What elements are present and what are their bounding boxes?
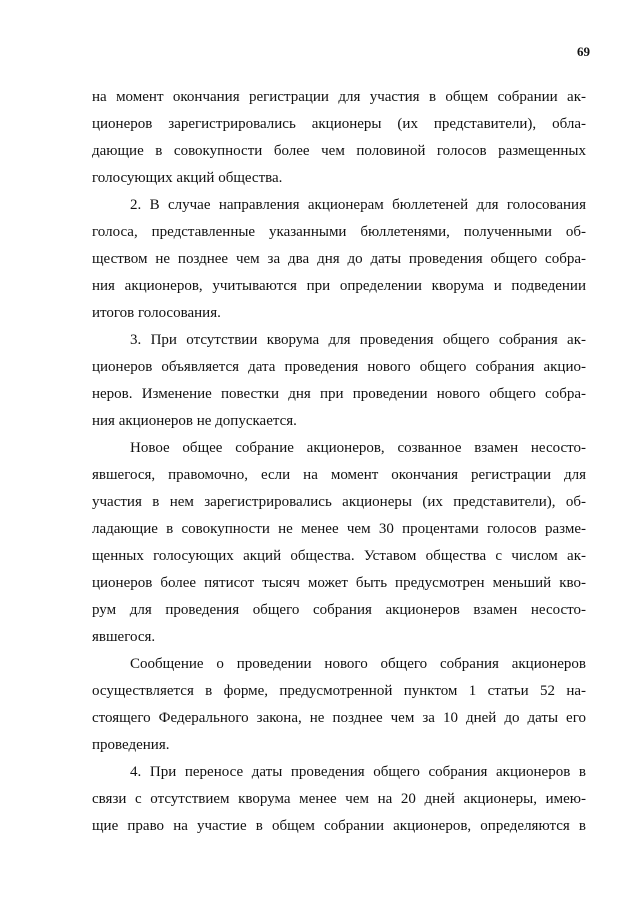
body-text — [92, 84, 586, 840]
text-line: щие право на участие в общем собрании акционеров, определяются в — [92, 818, 586, 834]
text-line: явшегося. — [92, 629, 156, 645]
text-line: ладающие в совокупности не менее чем 30 процентами голосов разме- — [92, 521, 586, 537]
text-line: дающие в совокупности более чем половиной голосов размещенных — [92, 143, 586, 159]
text-line: голоса, представленные указанными бюллетенями, полученными об- — [92, 224, 586, 240]
paragraph-start-line: 2. В случае направления акционерам бюллетеней для голосования — [130, 197, 586, 213]
text-line: голосующих акций общества. — [92, 170, 283, 186]
text-line: ществом не позднее чем за два дня до даты проведения общего собра- — [92, 251, 586, 267]
text-line: щенных голосующих акций общества. Уставом общества с числом ак- — [92, 548, 586, 564]
text-line: на момент окончания регистрации для участия в общем собрании ак- — [92, 89, 586, 105]
text-line: проведения. — [92, 737, 170, 753]
text-line: явшегося, правомочно, если на момент окончания регистрации для — [92, 467, 586, 483]
text-line: итогов голосования. — [92, 305, 221, 321]
text-line: ционеров зарегистрировались акционеры (их представители), обла- — [92, 116, 586, 132]
paragraph-start-line: Новое общее собрание акционеров, созванное взамен несосто- — [130, 440, 586, 456]
text-line: неров. Изменение повестки дня при проведении нового общего собра- — [92, 386, 586, 402]
paragraph-start-line: Сообщение о проведении нового общего собрания акционеров — [130, 656, 586, 672]
text-line: связи с отсутствием кворума менее чем на 20 дней акционеры, имею- — [92, 791, 586, 807]
text-line: осуществляется в форме, предусмотренной пунктом 1 статьи 52 на- — [92, 683, 586, 699]
text-line: ционеров объявляется дата проведения нового общего собрания акцио- — [92, 359, 586, 375]
paragraph-start-line: 3. При отсутствии кворума для проведения общего собрания ак- — [130, 332, 586, 348]
text-line: рум для проведения общего собрания акционеров взамен несосто- — [92, 602, 586, 618]
page-number: 69 — [577, 44, 590, 59]
text-line: ционеров более пятисот тысяч может быть предусмотрен меньший кво- — [92, 575, 586, 591]
text-line: стоящего Федерального закона, не позднее чем за 10 дней до даты его — [92, 710, 586, 726]
paragraph-start-line: 4. При переносе даты проведения общего собрания акционеров в — [130, 764, 586, 780]
text-line: ния акционеров, учитываются при определении кворума и подведении — [92, 278, 586, 294]
text-line: ния акционеров не допускается. — [92, 413, 297, 429]
text-line: участия в нем зарегистрировались акционеры (их представители), об- — [92, 494, 586, 510]
